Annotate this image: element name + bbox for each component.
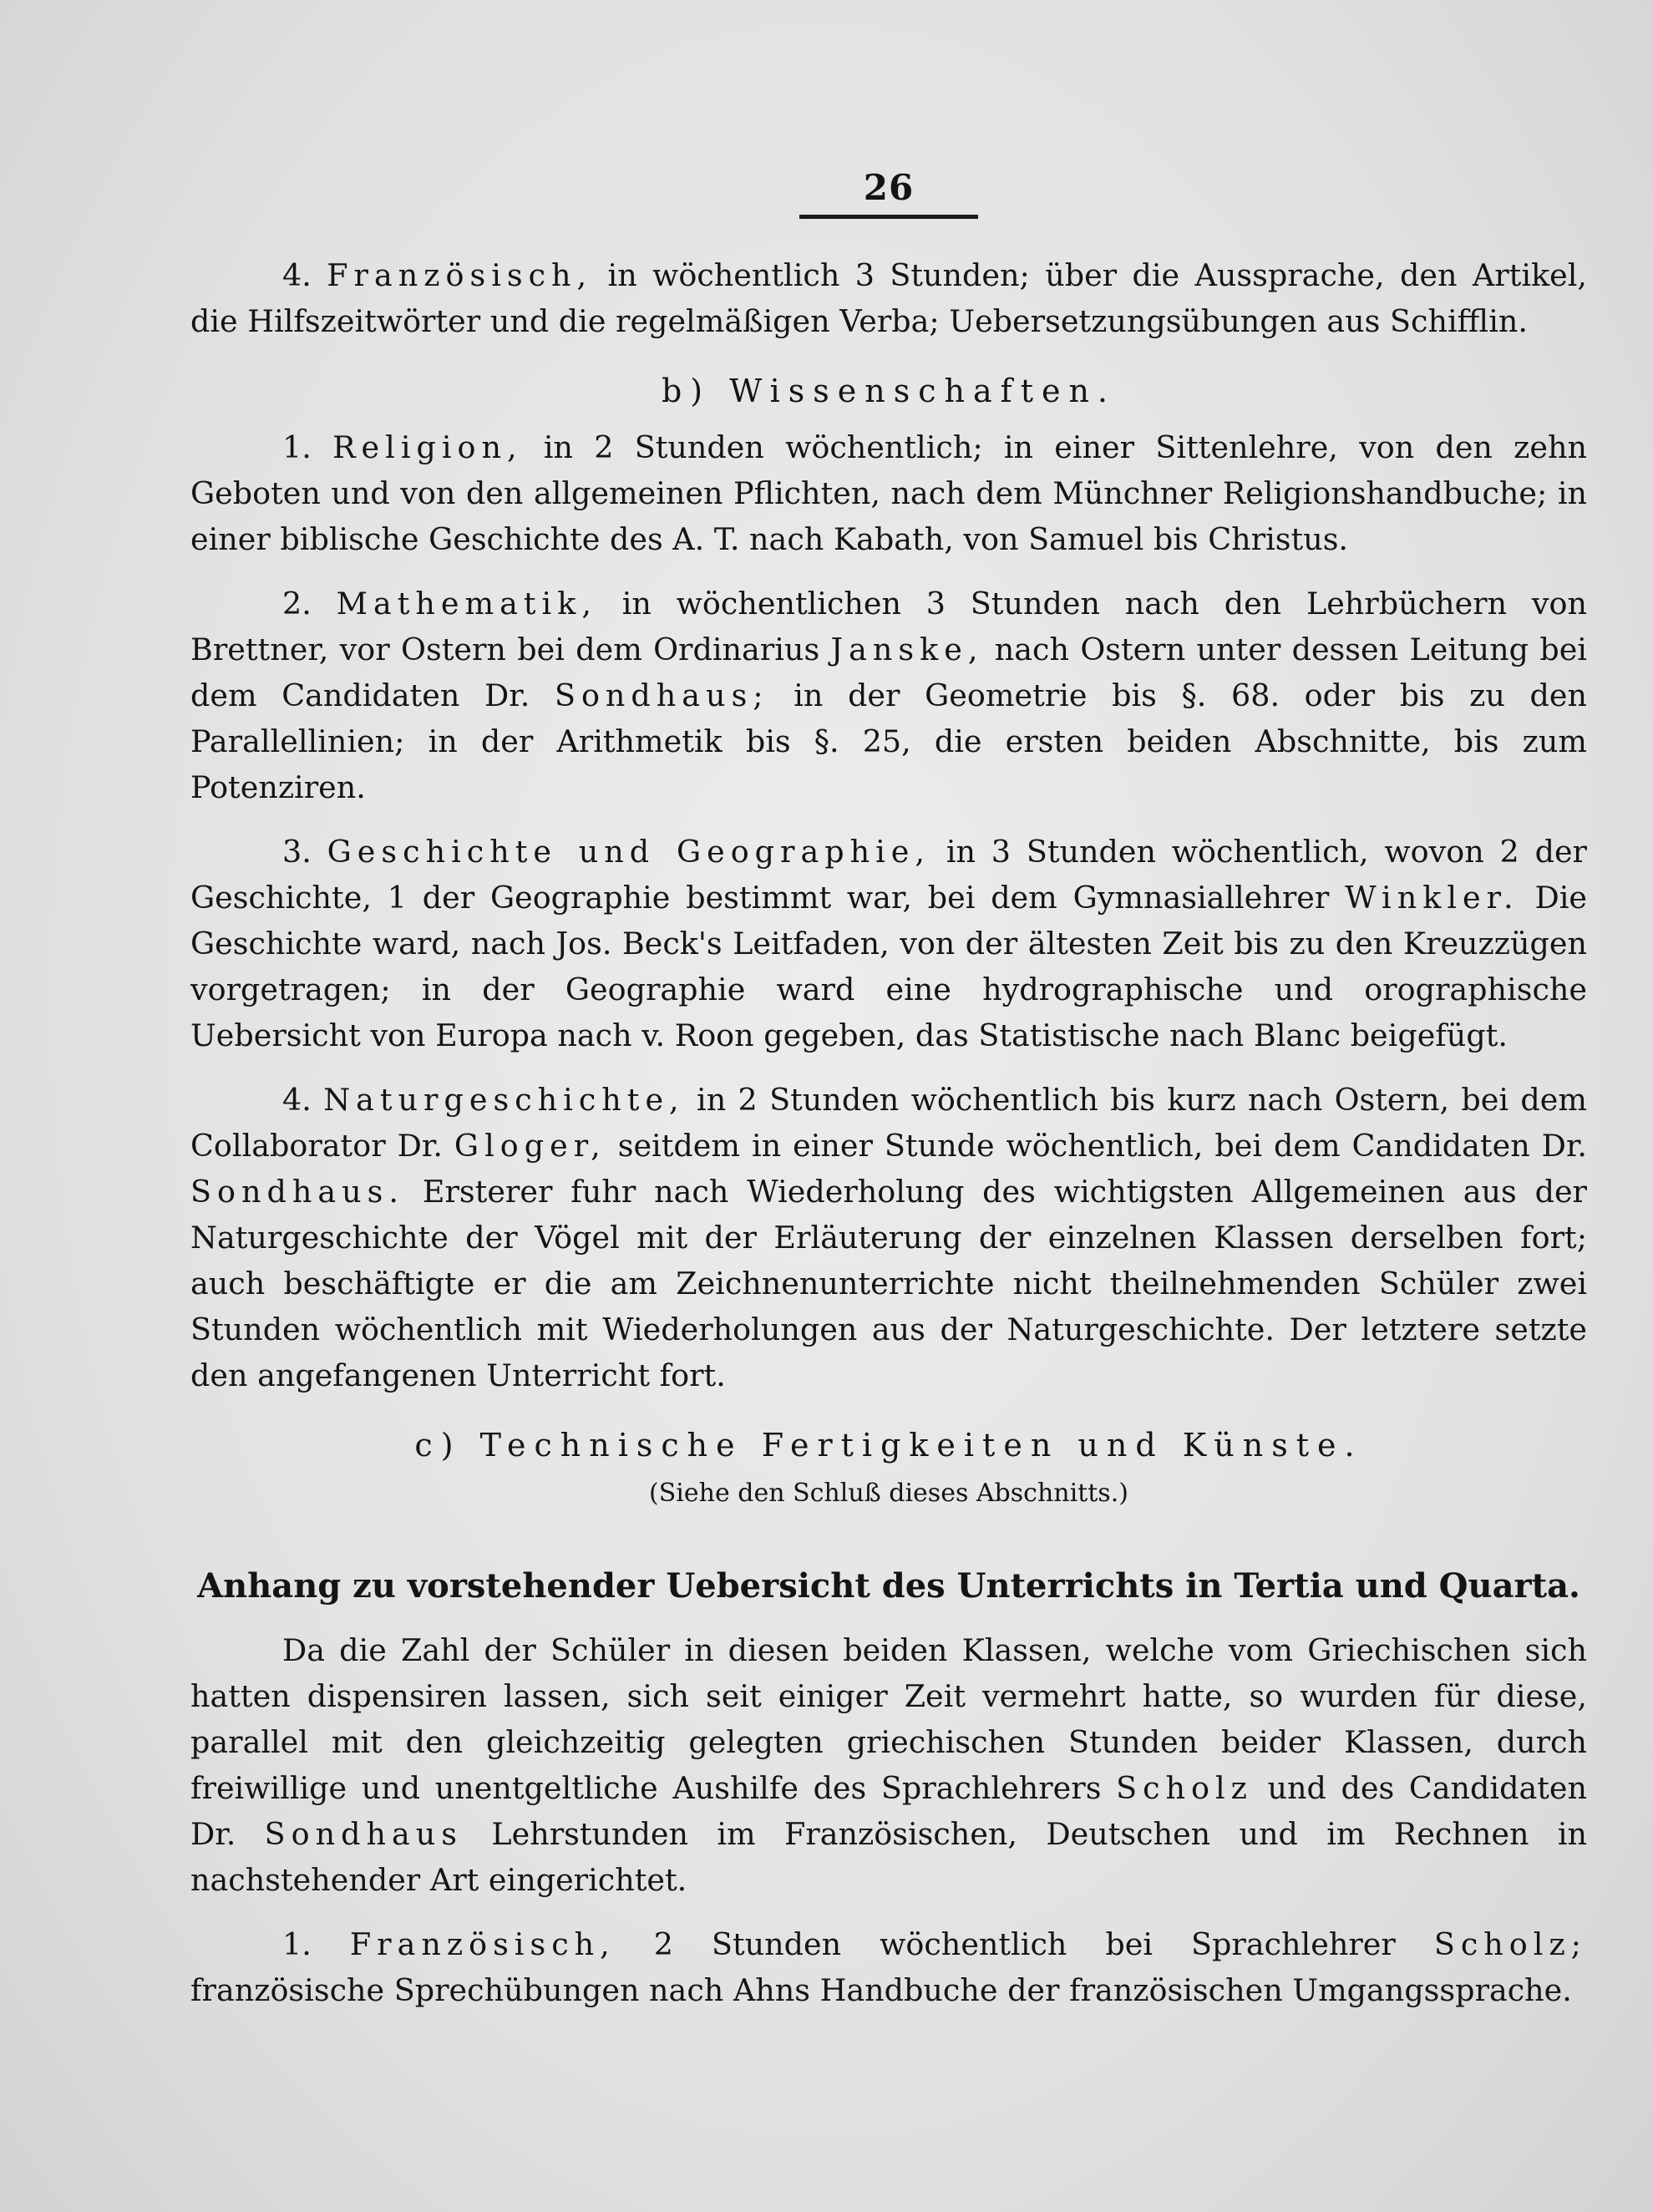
section-c-note: (Siehe den Schluß dieses Abschnitts.) — [649, 1479, 1128, 1508]
paragraph-text: in wöchentlichen 3 Stunden nach den Lehrbüchern von Brettner, vor Ostern bei dem Ordinarius — [190, 586, 1587, 667]
subject-franzoesisch: Französisch, — [327, 257, 593, 293]
paragraph-franzoesisch — [190, 252, 1587, 344]
page-number: 26 — [863, 167, 915, 208]
paragraph-text: in 2 Stunden wöchentlich; in einer Sittenlehre, von den zehn Geboten und von den allgemeinen Pflichten, nach dem Münchner Religionshandbuche; in einer biblische Geschichte des A. T. nach Kabath, von Samuel bis Christus. — [190, 429, 1587, 557]
paragraph-religion — [190, 424, 1587, 562]
paragraph-text: französische Sprechübungen nach Ahns Handbuche der französischen Umgangssprache. — [190, 1972, 1572, 2008]
section-b-heading: b) Wissenschaften. — [661, 373, 1117, 409]
item-number: 2. — [282, 586, 312, 621]
paragraph-appendix-franzoesisch — [190, 1921, 1587, 2013]
paragraph-text: in 2 Stunden wöchentlich bis kurz nach Ostern, bei dem Collaborator Dr. — [190, 1082, 1587, 1164]
person-name: Scholz; — [1433, 1926, 1587, 1962]
paragraph-text: in wöchentlich 3 Stunden; über die Aussprache, den Artikel, die Hilfszeitwörter und die regelmäßigen Verba; Uebersetzungsübungen aus Schifflin. — [190, 257, 1587, 339]
person-name: Janske, — [830, 632, 984, 667]
person-name: Gloger, — [454, 1128, 606, 1164]
subject-mathematik: Mathematik, — [336, 586, 597, 621]
page-number-rule — [799, 215, 978, 219]
subject-geschichte: Geschichte und Geographie, — [327, 834, 931, 870]
item-number: 4. — [282, 1082, 312, 1118]
person-name: Sondhaus — [264, 1816, 464, 1852]
person-name: Sondhaus. — [190, 1174, 404, 1210]
item-number: 4. — [282, 257, 312, 293]
paragraph-text: in der Geometrie bis §. 68. oder bis zu den Parallellinien; in der Arithmetik bis §. 25, die ersten beiden Abschnitte, bis zum Potenziren. — [190, 677, 1587, 805]
item-number: 1. — [282, 1926, 312, 1962]
person-name: Sondhaus; — [554, 677, 769, 713]
subject-religion: Religion, — [332, 429, 523, 465]
paragraph-naturgeschichte — [190, 1077, 1587, 1398]
paragraph-text: Lehrstunden im Französischen, Deutschen und im Rechnen in nachstehender Art eingerichtet. — [190, 1816, 1587, 1898]
paragraph-text: seitdem in einer Stunde wöchentlich, bei dem Candidaten Dr. — [617, 1128, 1587, 1164]
paragraph-text: 2 Stunden wöchentlich bei Sprachlehrer — [653, 1926, 1396, 1962]
appendix-heading: Anhang zu vorstehender Uebersicht des Unterrichts in Tertia und Quarta. — [197, 1566, 1580, 1606]
person-name: Winkler. — [1345, 880, 1519, 916]
paragraph-text: und des Candidaten Dr. — [190, 1770, 1587, 1852]
section-c-heading: c) Technische Fertigkeiten und Künste. — [414, 1427, 1363, 1464]
paragraph-text: nach Ostern unter dessen Leitung bei dem Candidaten Dr. — [190, 632, 1587, 713]
paragraph-mathematik — [190, 581, 1587, 810]
item-number: 3. — [282, 834, 312, 870]
paragraph-geschichte — [190, 829, 1587, 1058]
item-number: 1. — [282, 429, 312, 465]
paragraph-appendix-intro — [190, 1627, 1587, 1903]
subject-franzoesisch: Französisch, — [349, 1926, 616, 1962]
page-content — [190, 167, 1587, 2032]
person-name: Scholz — [1116, 1770, 1253, 1806]
paragraph-text: in 3 Stunden wöchentlich, wovon 2 der Geschichte, 1 der Geographie bestimmt war, bei dem Gymnasiallehrer — [190, 834, 1587, 916]
subject-naturgeschichte: Naturgeschichte, — [323, 1082, 685, 1118]
paragraph-text: Ersterer fuhr nach Wiederholung des wichtigsten Allgemeinen aus der Naturgeschichte der Vögel mit der Erläuterung der einzelnen Klassen derselben fort; auch beschäftigte er die am Zeichnenunterrichte nicht theilnehmenden Schüler zwei Stunden wöchentlich mit Wiederholungen aus der Naturgeschichte. Der letztere setzte den angefangenen Unterricht fort. — [190, 1174, 1587, 1393]
paragraph-text: Da die Zahl der Schüler in diesen beiden Klassen, welche vom Griechischen sich hatten dispensiren lassen, sich seit einiger Zeit vermehrt hatte, so wurden für diese, parallel mit den gleichzeitig gelegten griechischen Stunden beider Klassen, durch freiwillige und unentgeltliche Aushilfe des Sprachlehrers — [190, 1632, 1587, 1806]
paragraph-text: Die Geschichte ward, nach Jos. Beck's Leitfaden, von der ältesten Zeit bis zu den Kreuzzügen vorgetragen; in der Geographie ward eine hydrographische und orographische Uebersicht von Europa nach v. Roon gegeben, das Statistische nach Blanc beigefügt. — [190, 880, 1587, 1053]
